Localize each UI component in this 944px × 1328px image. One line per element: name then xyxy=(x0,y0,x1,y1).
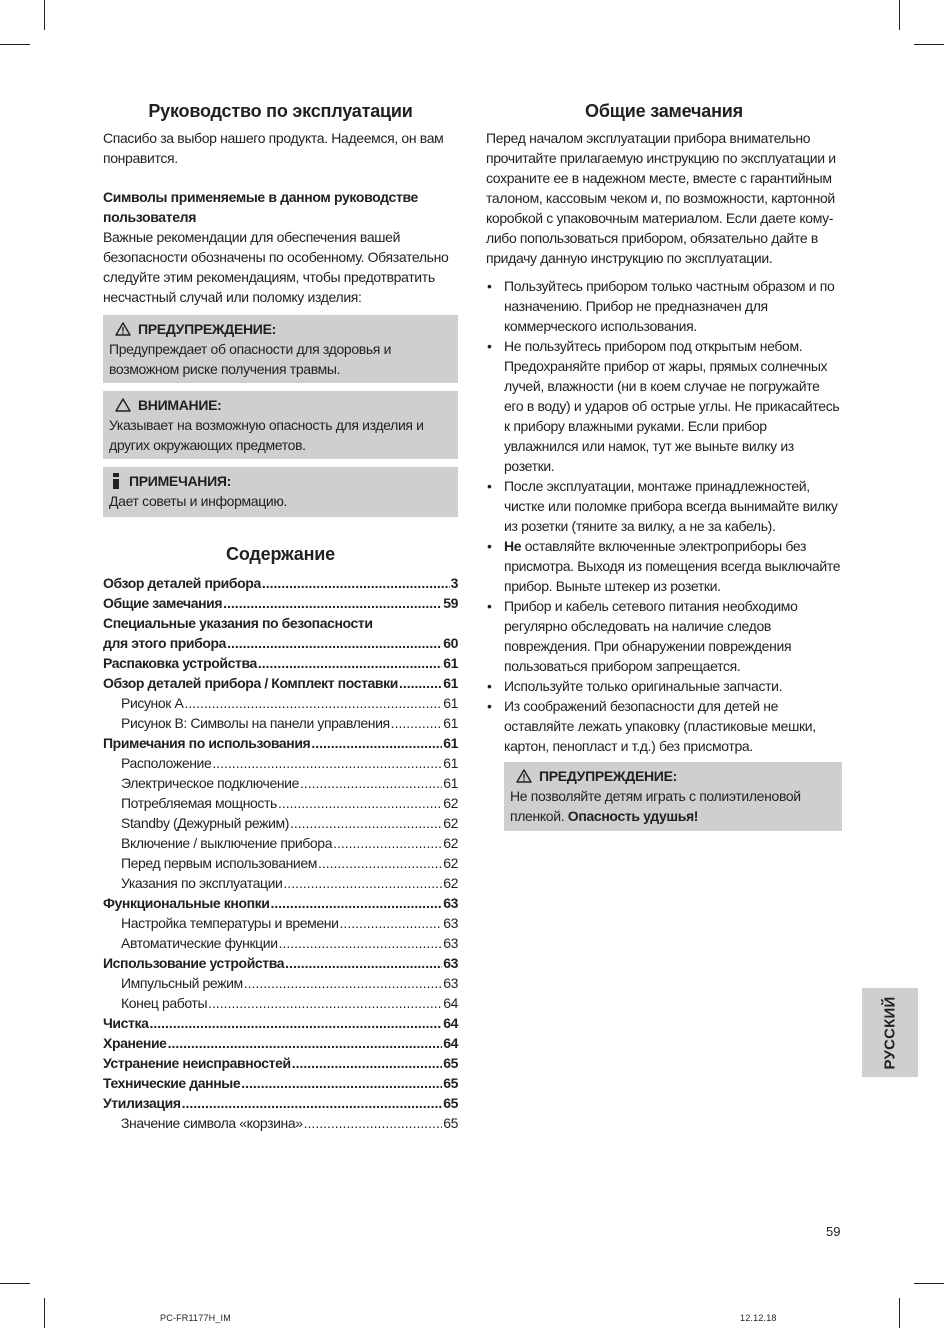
toc-entry xyxy=(103,1113,458,1133)
warning-text: Предупреждает об опасности для здоровья и возможном риске получения травмы. xyxy=(109,341,392,377)
toc-entry-label: Настройка температуры и времени xyxy=(121,915,339,931)
toc-entry-label: Хранение xyxy=(103,1035,167,1051)
toc-entry-page: 60 xyxy=(443,635,458,651)
toc-entry xyxy=(103,693,458,713)
toc-entry xyxy=(103,1013,458,1033)
warning-triangle-icon xyxy=(516,769,532,783)
right-column xyxy=(486,96,842,831)
general-notes-title: Общие замечания xyxy=(585,101,743,121)
safety-bullet xyxy=(486,476,842,536)
caution-triangle-icon xyxy=(115,398,131,412)
toc-entry xyxy=(103,753,458,773)
toc-entry-page: 62 xyxy=(443,795,458,811)
toc-entry-page: 61 xyxy=(443,695,458,711)
toc-entry-label: Включение / выключение прибора xyxy=(121,835,333,851)
safety-bullet xyxy=(486,696,842,756)
toc-leader-dots xyxy=(300,773,442,793)
toc-entry xyxy=(103,993,458,1013)
toc-leader-dots xyxy=(258,653,442,673)
toc-entry-page: 63 xyxy=(443,975,458,991)
toc-entry-page: 61 xyxy=(443,715,458,731)
toc-entry-label: Расположение xyxy=(121,755,212,771)
toc-leader-dots xyxy=(391,713,443,733)
crop-mark xyxy=(0,44,30,45)
language-tab xyxy=(862,988,918,1077)
toc-leader-dots xyxy=(292,1053,443,1073)
toc-entry-page: 59 xyxy=(443,595,458,611)
safety-bullet-text: Не пользуйтесь прибором под открытым небом. Предохраняйте прибор от жары, прямых солнечных лучей, влажности (ни в коем случае не погружайте его в воду) и ударов об острые углы. Не прикасайтесь к прибору влажными руками. Если прибор увлажнился или намок, тут же выньте вилку из розетки. xyxy=(504,338,840,474)
symbols-heading: Символы применяемые в данном руководстве пользователя xyxy=(103,189,418,225)
note-title: ПРИМЕЧАНИЯ: xyxy=(129,473,232,489)
page-number: 59 xyxy=(826,1224,841,1239)
safety-bullet xyxy=(486,676,842,696)
toc-entry-label: Электрическое подключение xyxy=(121,775,299,791)
warning-box xyxy=(103,315,458,383)
warning-title: ПРЕДУПРЕЖДЕНИЕ: xyxy=(138,321,276,337)
toc-entry xyxy=(103,853,458,873)
toc-leader-dots xyxy=(304,1113,443,1133)
toc-entry-label: Рисунок B: Символы на панели управления xyxy=(121,715,390,731)
toc-leader-dots xyxy=(278,793,442,813)
child-warning-emphasis: Опасность удушья! xyxy=(567,808,699,824)
toc-entry-label: Обзор деталей прибора xyxy=(103,575,261,591)
toc-entry-label: Функциональные кнопки xyxy=(103,895,270,911)
toc-entry-label: Чистка xyxy=(103,1015,149,1031)
toc-entry-page: 64 xyxy=(443,1035,458,1051)
toc-entry-label: Использование устройства xyxy=(103,955,285,971)
warning-triangle-icon xyxy=(115,322,131,336)
toc-leader-dots xyxy=(241,1073,442,1093)
toc-entry-page: 61 xyxy=(443,735,458,751)
toc-entry-label: Рисунок A xyxy=(121,695,184,711)
toc-leader-dots xyxy=(184,693,442,713)
toc-leader-dots xyxy=(318,853,442,873)
toc-leader-dots xyxy=(270,893,442,913)
toc-entry xyxy=(103,673,458,693)
toc-entry-label: Устранение неисправностей xyxy=(103,1055,291,1071)
symbols-text: Важные рекомендации для обеспечения вашей безопасности обозначены по особенному. Обязательно следуйте этим рекомендациям, чтобы предотвратить несчастный случай или поломку изделия: xyxy=(103,229,449,305)
language-tab-label: РУССКИЙ xyxy=(881,996,899,1069)
manual-title: Руководство по эксплуатации xyxy=(148,101,413,121)
toc-entry xyxy=(103,1073,458,1093)
crop-mark xyxy=(44,0,45,30)
toc-entry-page: 61 xyxy=(443,755,458,771)
safety-bullet xyxy=(486,596,842,676)
toc-entry-label: для этого прибора xyxy=(103,635,227,651)
toc-entry-label: Standby (Дежурный режим) xyxy=(121,815,289,831)
toc-entry xyxy=(103,773,458,793)
toc-leader-dots xyxy=(182,1093,443,1113)
toc-entry xyxy=(103,913,458,933)
footer-date: 12.12.18 xyxy=(740,1313,777,1323)
toc-entry xyxy=(103,633,458,653)
toc-leader-dots xyxy=(285,953,442,973)
toc-leader-dots xyxy=(227,633,442,653)
toc-entry-page: 62 xyxy=(443,855,458,871)
toc-entry-page: 62 xyxy=(443,815,458,831)
toc-entry-page: 61 xyxy=(443,655,458,671)
toc-entry xyxy=(103,593,458,613)
toc-entry xyxy=(103,953,458,973)
toc-entry xyxy=(103,893,458,913)
toc-entry xyxy=(103,1093,458,1113)
toc-entry xyxy=(103,793,458,813)
toc-entry xyxy=(103,733,458,753)
intro-text: Спасибо за выбор нашего продукта. Надеемся, он вам понравится. xyxy=(103,130,444,166)
safety-bullet-list xyxy=(486,276,842,756)
toc-entry xyxy=(103,873,458,893)
toc-leader-dots xyxy=(399,673,442,693)
toc-entry-page: 63 xyxy=(443,955,458,971)
note-text: Дает советы и информацию. xyxy=(109,493,288,509)
toc-entry-label: Общие замечания xyxy=(103,595,223,611)
toc-leader-dots xyxy=(279,933,443,953)
toc-entry-page: 63 xyxy=(443,915,458,931)
safety-bullet-text: Прибор и кабель сетевого питания необходимо регулярно обследовать на наличие следов повреждения. При обнаружении повреждения пользоваться прибором запрещается. xyxy=(504,598,798,674)
safety-bullet-text: После эксплуатации, монтаже принадлежностей, чистке или поломке прибора всегда вынимайте вилку из розетки (тяните за вилку, а не за кабель). xyxy=(504,478,838,534)
toc-leader-dots xyxy=(283,873,442,893)
toc-entry-label: Примечания по использования xyxy=(103,735,311,751)
safety-bullet xyxy=(486,536,842,596)
toc-leader-dots xyxy=(262,573,450,593)
info-icon xyxy=(112,473,120,489)
footer-doc-id: PC-FR1177H_IM xyxy=(160,1313,231,1323)
toc-entry-page: 61 xyxy=(443,675,458,691)
toc-entry-label: Утилизация xyxy=(103,1095,181,1111)
toc-entry xyxy=(103,933,458,953)
child-warning-box xyxy=(504,762,842,831)
toc-entry xyxy=(103,1053,458,1073)
toc-title: Содержание xyxy=(226,544,335,564)
toc-entry-page: 62 xyxy=(443,875,458,891)
crop-mark xyxy=(899,1298,900,1328)
safety-bullet-text: оставляйте включенные электроприборы без присмотра. Выходя из помещения всегда выключайте прибор. Выньте штекер из розетки. xyxy=(504,538,841,594)
toc-entry-page: 64 xyxy=(443,995,458,1011)
toc-entry-page: 64 xyxy=(443,1015,458,1031)
toc-entry-page: 63 xyxy=(443,895,458,911)
child-warning-text xyxy=(510,786,836,826)
safety-bullet xyxy=(486,336,842,476)
toc-entry-label: Перед первым использованием xyxy=(121,855,317,871)
toc-entry-page: 62 xyxy=(443,835,458,851)
toc-entry-label: Конец работы xyxy=(121,995,208,1011)
toc-leader-dots xyxy=(208,993,442,1013)
toc-entry-page: 61 xyxy=(443,775,458,791)
toc-entry-label: Специальные указания по безопасности xyxy=(103,615,373,631)
note-box xyxy=(103,467,458,517)
toc-entry-label: Распаковка устройства xyxy=(103,655,257,671)
toc-entry-page: 65 xyxy=(443,1115,458,1131)
toc-entry xyxy=(103,973,458,993)
toc-entry-label: Автоматические функции xyxy=(121,935,278,951)
toc-entry xyxy=(103,713,458,733)
toc-leader-dots xyxy=(244,973,442,993)
toc-entry xyxy=(103,613,458,633)
toc-leader-dots xyxy=(149,1013,442,1033)
toc-entry-page: 65 xyxy=(443,1075,458,1091)
toc-entry-page: 3 xyxy=(450,575,458,591)
toc-leader-dots xyxy=(290,813,442,833)
toc-entry xyxy=(103,833,458,853)
crop-mark xyxy=(899,0,900,30)
crop-mark xyxy=(914,44,944,45)
crop-mark xyxy=(914,1283,944,1284)
toc-entry-label: Обзор деталей прибора / Комплект поставки xyxy=(103,675,398,691)
toc-leader-dots xyxy=(168,1033,443,1053)
safety-bullet-text: Из соображений безопасности для детей не оставляйте лежать упаковку (пластиковые мешки, картон, пенопласт и т.д.) без присмотра. xyxy=(504,698,816,754)
child-warning-title: ПРЕДУПРЕЖДЕНИЕ: xyxy=(539,768,677,784)
child-warning-body: Не позволяйте детям играть с полиэтиленовой пленкой. xyxy=(510,788,801,824)
toc-leader-dots xyxy=(333,833,442,853)
toc-entry-label: Указания по эксплуатации xyxy=(121,875,283,891)
toc-leader-dots xyxy=(223,593,442,613)
caution-title: ВНИМАНИЕ: xyxy=(138,397,222,413)
safety-bullet-text: Используйте только оригинальные запчасти. xyxy=(504,678,783,694)
crop-mark xyxy=(44,1298,45,1328)
toc-leader-dots xyxy=(212,753,442,773)
left-column xyxy=(103,96,458,1133)
toc-entry xyxy=(103,1033,458,1053)
caution-text: Указывает на возможную опасность для изделия и других окружающих предметов. xyxy=(109,417,424,453)
safety-bullet-lead: Не xyxy=(504,538,522,554)
toc-entry-label: Значение символа «корзина» xyxy=(121,1115,303,1131)
table-of-contents xyxy=(103,573,458,1133)
safety-bullet-text: Пользуйтесь прибором только частным образом и по назначению. Прибор не предназначен для коммерческого использования. xyxy=(504,278,835,334)
toc-entry-label: Потребляемая мощность xyxy=(121,795,277,811)
toc-entry xyxy=(103,573,458,593)
toc-leader-dots xyxy=(311,733,442,753)
toc-entry-label: Технические данные xyxy=(103,1075,241,1091)
toc-entry xyxy=(103,653,458,673)
toc-entry-page: 65 xyxy=(443,1055,458,1071)
caution-box xyxy=(103,391,458,459)
toc-entry-label: Импульсный режим xyxy=(121,975,243,991)
safety-bullet xyxy=(486,276,842,336)
general-notes-intro: Перед началом эксплуатации прибора внимательно прочитайте прилагаемую инструкцию по эксплуатации и сохраните ее в надежном месте, вместе с гарантийным талоном, кассовым чеком и, по возможности, картонной коробкой с упаковочным материалом. Если даете кому-либо попользоваться прибором, обязательно дайте в придачу данную инструкцию по эксплуатации. xyxy=(486,130,836,266)
toc-leader-dots xyxy=(340,913,443,933)
toc-entry-page: 65 xyxy=(443,1095,458,1111)
toc-entry-page: 63 xyxy=(443,935,458,951)
toc-entry xyxy=(103,813,458,833)
crop-mark xyxy=(0,1283,30,1284)
